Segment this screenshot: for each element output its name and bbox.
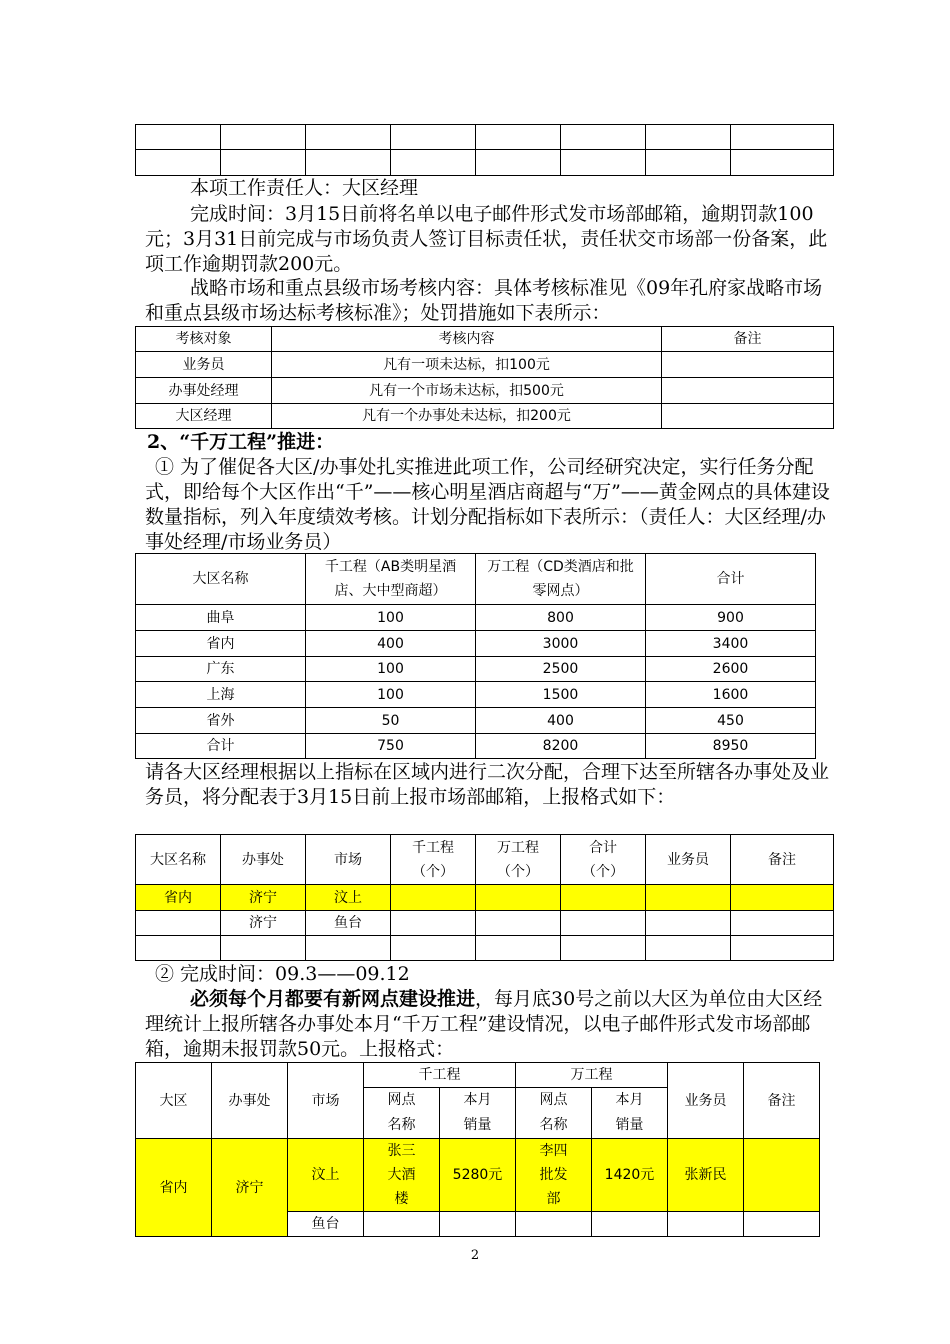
column-header: 备注 bbox=[744, 1063, 820, 1139]
column-header: 网点名称 bbox=[364, 1088, 440, 1139]
column-header: 合计（个） bbox=[561, 835, 646, 885]
column-header: 千工程 bbox=[364, 1063, 516, 1088]
column-header: 办事处 bbox=[221, 835, 306, 885]
allocation-table bbox=[135, 553, 816, 759]
monthly-bold-text: 必须每个月都要有新网点建设推进 bbox=[190, 988, 476, 1010]
table-header-row bbox=[136, 554, 816, 605]
column-header: 大区名称 bbox=[136, 554, 306, 605]
column-header: 万工程 bbox=[516, 1063, 668, 1088]
table-row bbox=[136, 125, 834, 150]
assessment-table bbox=[135, 326, 834, 429]
table-row: 业务员 凡有一项未达标，扣100元 bbox=[136, 352, 834, 378]
monthly-paragraph bbox=[145, 987, 835, 1062]
page-number: 2 bbox=[470, 1248, 480, 1263]
column-header: 本月销量 bbox=[592, 1088, 668, 1139]
table-header-row bbox=[136, 327, 834, 352]
table-row: 曲阜 100 800 900 bbox=[136, 605, 816, 631]
column-header: 千工程（个） bbox=[391, 835, 476, 885]
table-row: 省内 400 3000 3400 bbox=[136, 631, 816, 657]
column-header: 市场 bbox=[306, 835, 391, 885]
column-header: 千工程（AB类明星酒店、大中型商超） bbox=[306, 554, 476, 605]
redistribute-paragraph: 请各大区经理根据以上指标在区域内进行二次分配，合理下达至所辖各办事处及业务员，将分配表于3月15日前上报市场部邮箱，上报格式如下： bbox=[145, 761, 830, 808]
column-header: 备注 bbox=[662, 327, 834, 352]
monthly-report-table bbox=[135, 1062, 820, 1237]
table-row: 鱼台 bbox=[136, 1212, 820, 1237]
column-header: 市场 bbox=[288, 1063, 364, 1139]
column-header: 考核内容 bbox=[272, 327, 662, 352]
monthly-text: ，每月底30号之前以大区为单位由大区经理统计上报所辖各办事处本月“千万工程”建设情况，以电子邮件形式发市场部邮箱，逾期未报罚款50元。上报格式： bbox=[145, 988, 823, 1060]
section-2-paragraph: ① 为了催促各大区/办事处扎实推进此项工作，公司经研究决定，实行任务分配式，即给每个大区作出“千”——核心明星酒店商超与“万”——黄金网点的具体建设数量指标，列入年度绩效考核。计划分配指标如下表所示：（责任人：大区经理/办事处经理/市场业务员） bbox=[145, 456, 830, 553]
column-header: 备注 bbox=[731, 835, 834, 885]
column-header: 本月销量 bbox=[440, 1088, 516, 1139]
table-row bbox=[136, 936, 834, 961]
column-header: 业务员 bbox=[668, 1063, 744, 1139]
column-header: 网点名称 bbox=[516, 1088, 592, 1139]
column-header: 大区 bbox=[136, 1063, 212, 1139]
table-row: 济宁 鱼台 bbox=[136, 911, 834, 936]
column-header: 考核对象 bbox=[136, 327, 272, 352]
table-row-highlighted: 省内 济宁 汶上 张三大酒楼 5280元 李四批发部 1420元 张新民 bbox=[136, 1139, 820, 1212]
table-row: 上海 100 1500 1600 bbox=[136, 682, 816, 708]
top-empty-table bbox=[135, 124, 834, 176]
table-row-highlighted: 省内 济宁 汶上 bbox=[136, 885, 834, 911]
table-row: 办事处经理 凡有一个市场未达标，扣500元 bbox=[136, 378, 834, 404]
column-header: 业务员 bbox=[646, 835, 731, 885]
table-header-row bbox=[136, 835, 834, 885]
table-row: 省外 50 400 450 bbox=[136, 708, 816, 734]
column-header: 万工程（个） bbox=[476, 835, 561, 885]
section-2-heading: 2、“千万工程”推进： bbox=[147, 431, 335, 453]
table-header-row bbox=[136, 1063, 820, 1088]
table-row bbox=[136, 150, 834, 176]
complete-time-paragraph: ② 完成时间：09.3——09.12 bbox=[155, 963, 410, 985]
column-header: 办事处 bbox=[212, 1063, 288, 1139]
deadline-paragraph: 完成时间：3月15日前将名单以电子邮件形式发市场部邮箱，逾期罚款100元；3月31日前完成与市场负责人签订目标责任状，责任状交市场部一份备案，此项工作逾期罚款200元。 bbox=[145, 203, 828, 275]
report-format-table bbox=[135, 834, 834, 961]
column-header: 合计 bbox=[646, 554, 816, 605]
table-row: 大区经理 凡有一个办事处未达标，扣200元 bbox=[136, 404, 834, 429]
responsible-paragraph: 本项工作责任人：大区经理 bbox=[190, 177, 419, 199]
strategy-paragraph: 战略市场和重点县级市场考核内容：具体考核标准见《09年孔府家战略市场和重点县级市场达标考核标准》；处罚措施如下表所示： bbox=[145, 277, 823, 324]
column-header: 大区名称 bbox=[136, 835, 221, 885]
table-row: 广东 100 2500 2600 bbox=[136, 657, 816, 682]
column-header: 万工程（CD类酒店和批零网点） bbox=[476, 554, 646, 605]
table-row: 合计 750 8200 8950 bbox=[136, 734, 816, 759]
